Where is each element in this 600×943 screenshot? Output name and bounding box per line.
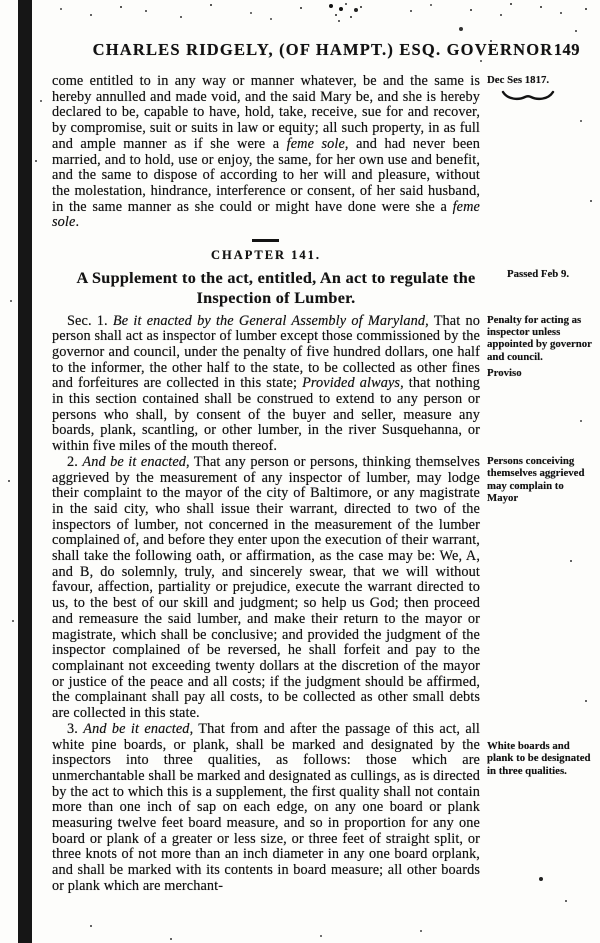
section-1-paragraph: Sec. 1. Be it enacted by the General Assembly of Maryland, That no person shall act as inspector of lumber except those commissioned by the governor and council, under the penalty of five hundred dollars, one half to the informer, the other half to the state, to be collected as other fines and forfeitures are collected in this state; Provided always, that nothing in this section contained shall be construed to extend to any person or persons who shall, by consent of the buyer and seller, measure any boards, plank, scantling, or other lumber, in the river Susquehanna, or within five miles of the mouth thereof.: [52, 312, 481, 455]
section-3: [52, 722, 594, 895]
session-underbrace-icon: [501, 90, 555, 102]
margin-note-penalty: Penalty for acting as inspector unless appointed by governor and council.: [487, 313, 592, 363]
section-2-paragraph: 2. And be it enacted, That any person or persons, thinking themselves aggrieved by the measurement of any inspector of lumber, may lodge their complaint to the mayor of the city of Baltimore, or any magistrate in the said city, who shall issue their warrant, directed to two of the inspectors of lumber, not concerned in the measurement of the lumber complained of, and before they enter upon the execution of their warrant, shall take the following oath, or affirmation, as the case may be: We, A, and B, do solemnly, truly, and sincerely swear, that we will without favour, affection, partiality or prejudice, execute the warrant directed to us, to the best of our skill and judgment; so help us God; then proceed and remeasure the said lumber, and make their return to the mayor or magistrate, which shall be conclusive; and provided the judgment of the inspector complained of be reversed, he shall forfeit and pay to the complainant not exceeding twenty dollars at the discretion of the mayor or justice of the peace and all costs; if the judgment should be affirmed, the complainant shall pay all costs, to be collected as other small debts are collected in this state.: [52, 453, 480, 722]
continuation-section: [52, 74, 594, 231]
section-1: [52, 314, 594, 455]
section-2: [52, 455, 594, 722]
section-divider-rule: [252, 239, 279, 242]
margin-note-qualities: White boards and plank to be designated in three qualities.: [487, 739, 591, 777]
section-3-paragraph: 3. And be it enacted, That from and after the passage of this act, all white pine boards, or plank, shall be marked and designated by the inspectors into three qualities, as follows: those which are unmerchantable shall be marked and designated as cullings, as is directed by the act to which this is a supplement, the first quality shall not contain more than one inch of sap on each edge, on any one board or plank measuring twelve feet board measure, and so in proportion for any one board or plank of a greater or less size, or three feet of straight split, or three knots of not more than an inch diameter in any one board orplank, and shall be marked with its contents in board measure; all other boards or plank which are merchant-: [52, 720, 480, 894]
page-number: 149: [553, 40, 580, 59]
margin-notes-column: [480, 722, 594, 781]
header-title: CHARLES RIDGELY, (OF HAMPT.) ESQ. GOVERNOR: [92, 40, 554, 59]
margin-note-passed: Passed Feb 9.: [507, 267, 570, 280]
chapter-heading: CHAPTER 141.: [210, 247, 322, 262]
margin-notes-column: [500, 268, 594, 284]
act-title: A Supplement to the act, entitled, An act to regulate the Inspection of Lumber.: [76, 268, 476, 307]
running-header: [52, 40, 594, 60]
margin-notes-column: [480, 314, 594, 384]
margin-notes-column: [480, 74, 594, 102]
act-title-section: [52, 268, 594, 308]
margin-note-complaint: Persons conceiving themselves aggrieved may complain to Mayor: [487, 454, 585, 505]
margin-notes-column: [480, 455, 594, 509]
margin-note-proviso: Proviso: [487, 367, 522, 380]
margin-note-session: Dec Ses 1817.: [487, 74, 550, 86]
continuation-paragraph: come entitled to in any way or manner whatever, be and the same is hereby annulled and made void, and the said Mary be, and she is hereby declared to be, capable to have, hold, take, receive, sue for and recover, by compromise, suit or suits in law or equity; all such property, in as full and ample manner as if she were a feme sole, and had never been married, and to hold, use or enjoy, the same, for her own use and benefit, and the same to dispose of according to her will and pleasure, without the molestation, hindrance, interference or consent, of her said husband, in the same manner as she could or might have done were she a feme sole.: [52, 73, 480, 231]
